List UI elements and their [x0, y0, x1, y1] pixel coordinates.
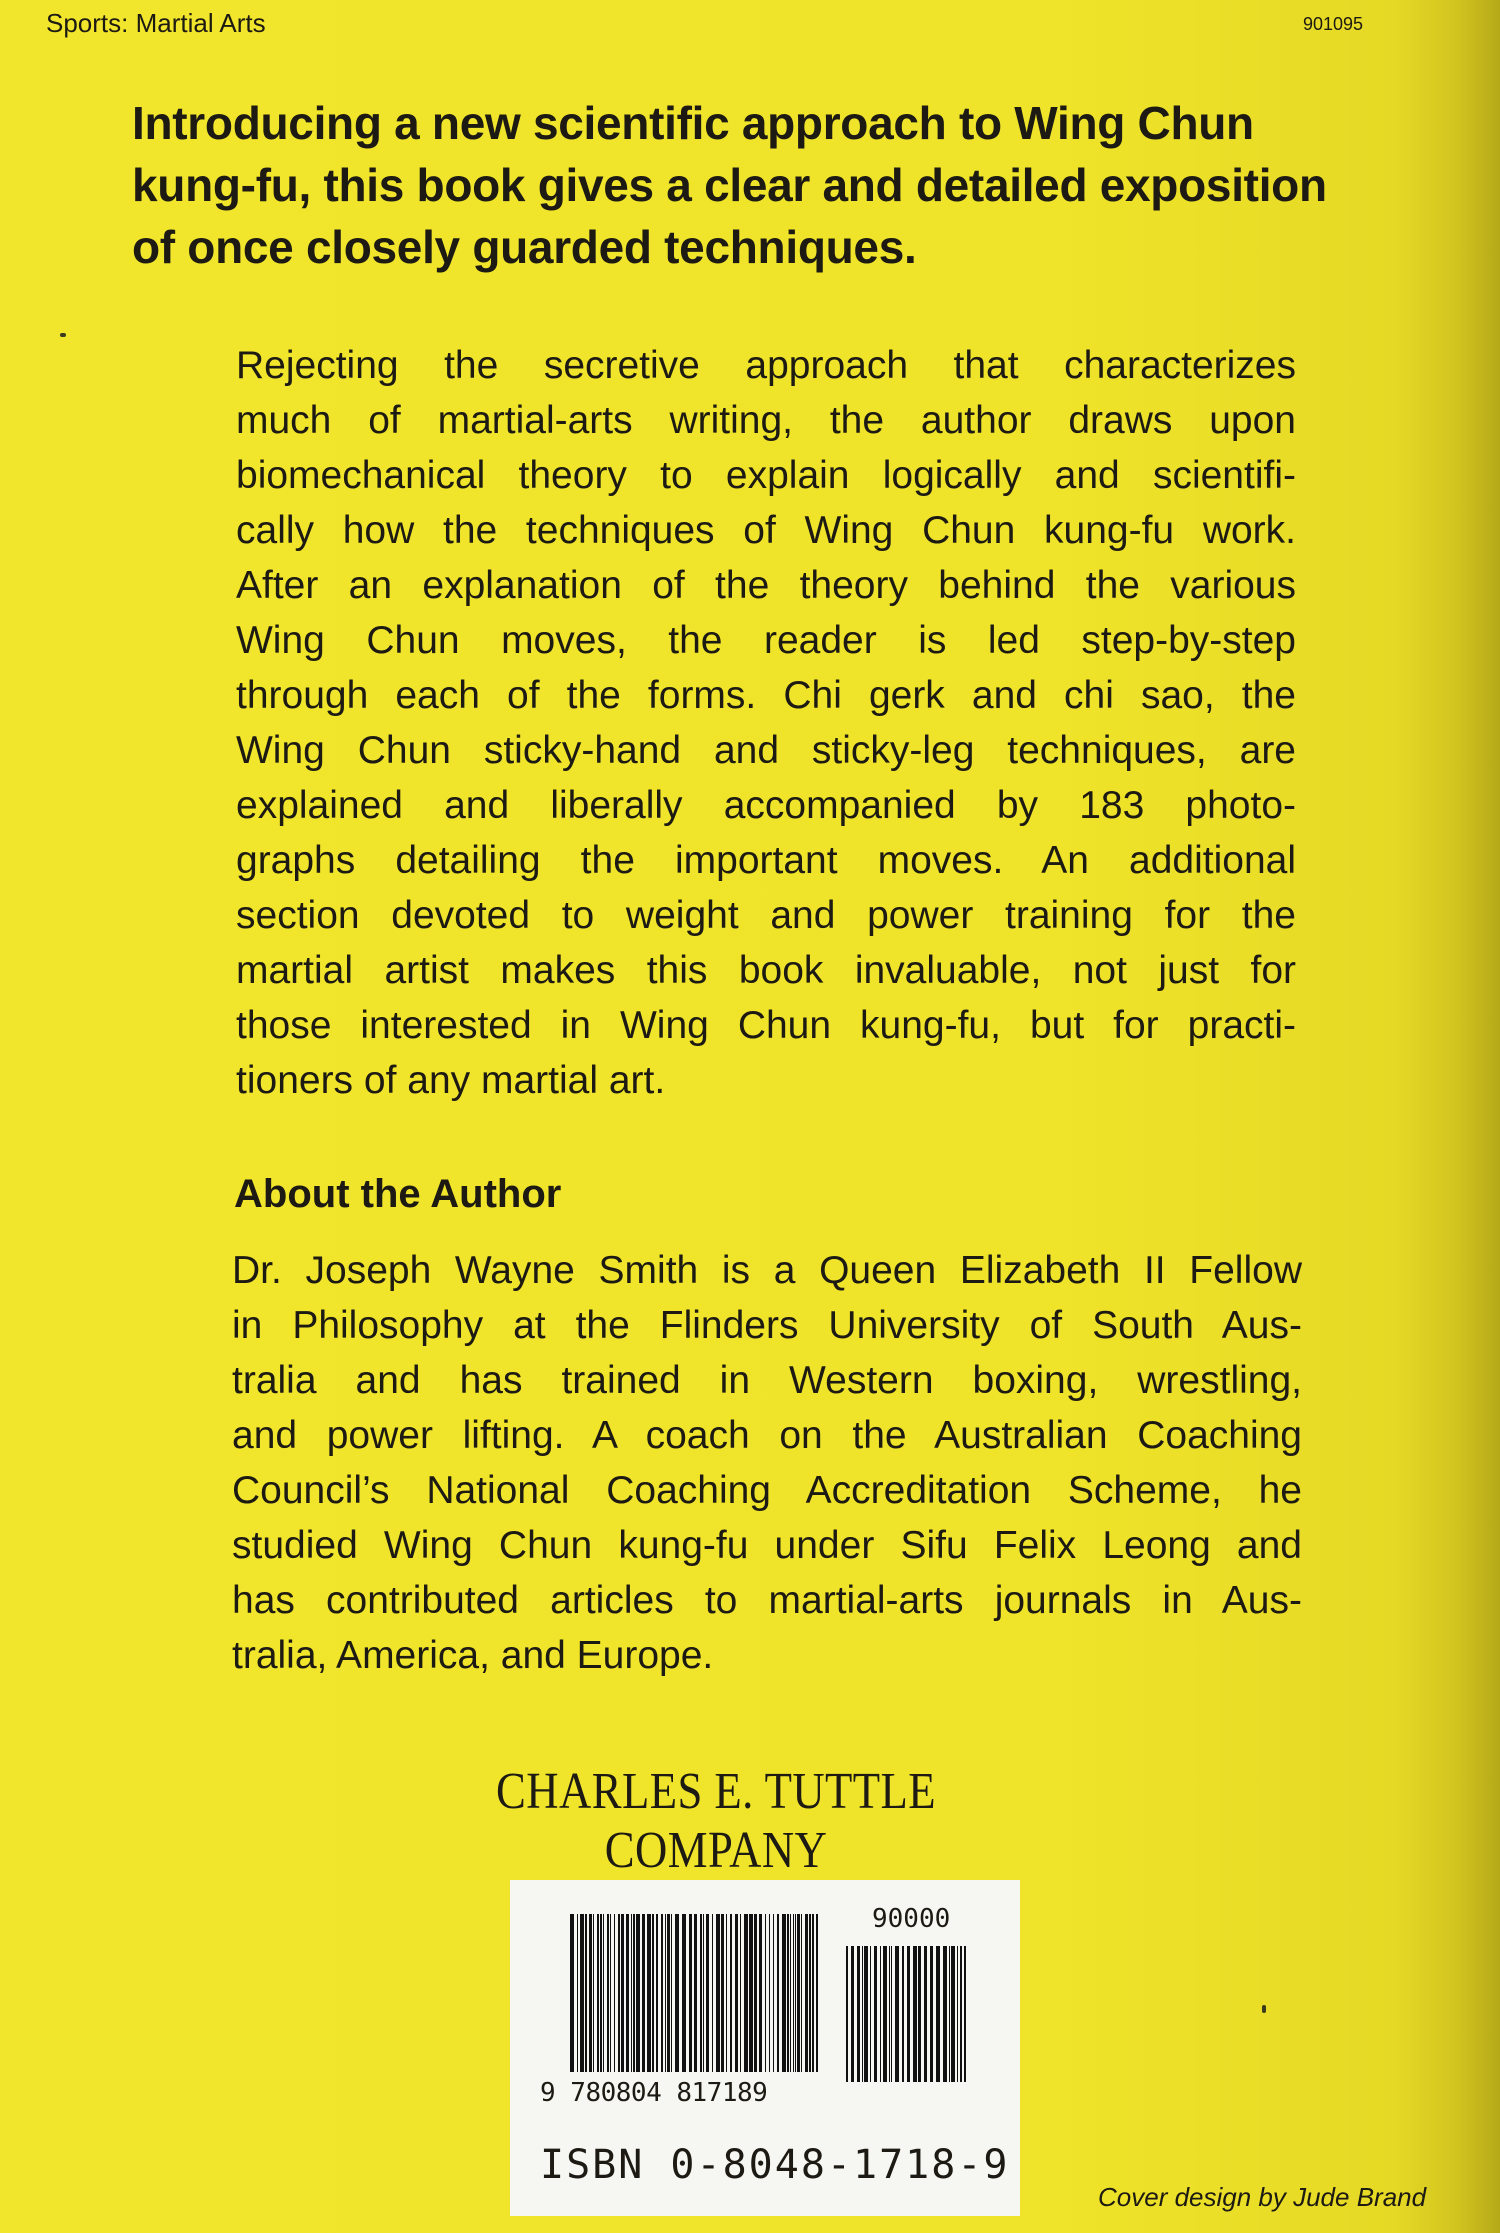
- barcode-bar: [589, 1914, 592, 2072]
- barcode-bar: [805, 1914, 808, 2072]
- barcode-bar: [597, 1914, 599, 2072]
- barcode-bar: [577, 1914, 578, 2072]
- barcode-bar: [621, 1914, 624, 2072]
- barcode-bar: [846, 1946, 848, 2082]
- barcode-bar: [943, 1946, 947, 2082]
- barcode-bar: [924, 1946, 927, 2082]
- barcode-bar: [809, 1914, 811, 2072]
- barcode-bar: [706, 1914, 709, 2072]
- barcode-bar: [964, 1946, 966, 2082]
- barcode-bar: [864, 1946, 868, 2082]
- barcode-bar: [730, 1914, 732, 2072]
- about-author-heading: About the Author: [234, 1172, 562, 1216]
- barcode-bar: [787, 1914, 789, 2072]
- barcode-bar: [716, 1914, 720, 2072]
- barcode-bar: [656, 1914, 658, 2072]
- barcode-bar: [902, 1946, 904, 2082]
- barcode-bar: [626, 1914, 629, 2072]
- description-line: cally how the techniques of Wing Chun kung-fu work.: [236, 509, 1296, 552]
- barcode-bar: [665, 1914, 666, 2072]
- barcode-bar: [795, 1914, 796, 2072]
- barcode-bar: [907, 1946, 910, 2082]
- barcode-bar: [951, 1946, 955, 2082]
- description-line: Wing Chun moves, the reader is led step-by-step: [236, 619, 1296, 662]
- barcode-bar: [661, 1914, 663, 2072]
- headline-line: kung-fu, this book gives a clear and detailed exposition: [132, 159, 1327, 211]
- barcode-bar: [712, 1914, 713, 2072]
- barcode-bar: [631, 1914, 632, 2072]
- barcode-bar: [793, 1914, 794, 2072]
- barcode-bar: [647, 1914, 651, 2072]
- barcode-bar: [883, 1946, 887, 2082]
- description-line: graphs detailing the important moves. An additional: [236, 839, 1296, 882]
- barcode-bar: [895, 1946, 899, 2082]
- description-line: through each of the forms. Chi gerk and chi sao, the: [236, 674, 1296, 717]
- bio-line: has contributed articles to martial-arts journals in Aus-: [232, 1579, 1302, 1622]
- catalog-code: 901095: [1303, 14, 1364, 34]
- barcode-bar: [759, 1914, 762, 2072]
- barcode-bar: [726, 1914, 727, 2072]
- description-line: much of martial-arts writing, the author draws upon: [236, 399, 1296, 442]
- barcode-bar: [769, 1914, 770, 2072]
- barcode-bar: [636, 1914, 640, 2072]
- barcode-bar: [618, 1914, 620, 2072]
- barcode-bar: [930, 1946, 933, 2082]
- headline-line: of once closely guarded techniques.: [132, 221, 917, 273]
- description-line: martial artist makes this book invaluable, not just for: [236, 949, 1296, 992]
- publisher-name: CHARLES E. TUTTLE COMPANY: [496, 1763, 937, 1879]
- barcode-bar: [585, 1914, 587, 2072]
- print-speck: [60, 333, 66, 337]
- barcode-bar: [801, 1914, 802, 2072]
- barcode-bar: [874, 1946, 877, 2082]
- barcode-bar: [633, 1914, 635, 2072]
- barcode-bar: [749, 1914, 753, 2072]
- barcode-bar: [614, 1914, 615, 2072]
- barcode-bar: [593, 1914, 594, 2072]
- description-line: those interested in Wing Chun kung-fu, but for practi-: [236, 1004, 1296, 1047]
- barcode-bar: [812, 1914, 814, 2072]
- barcode-bar: [957, 1946, 958, 2082]
- headline: [132, 92, 1432, 278]
- description-line: section devoted to weight and power training for the: [236, 894, 1296, 937]
- barcode-bar: [740, 1914, 741, 2072]
- barcode-bar: [642, 1914, 645, 2072]
- barcode-bar: [857, 1946, 860, 2082]
- barcode-bar: [782, 1914, 786, 2072]
- description-line: tioners of any martial art.: [236, 1059, 666, 1102]
- barcode-bar: [960, 1946, 962, 2082]
- barcode-bar: [949, 1946, 950, 2082]
- barcode-bar: [675, 1914, 679, 2072]
- barcode-bar: [880, 1946, 881, 2082]
- barcode-bar: [600, 1914, 602, 2072]
- barcode-bar: [703, 1914, 704, 2072]
- bio-line: and power lifting. A coach on the Australian Coaching: [232, 1414, 1302, 1457]
- isbn-number: ISBN 0-8048-1718-9: [540, 2142, 1010, 2188]
- barcode-bar: [816, 1914, 818, 2072]
- barcode-bar: [610, 1914, 611, 2072]
- barcode-bar: [735, 1914, 738, 2072]
- barcode-bar: [765, 1914, 766, 2072]
- barcode-main-bars: [570, 1914, 818, 2072]
- description-line: Wing Chun sticky-hand and sticky-leg techniques, are: [236, 729, 1296, 772]
- barcode-bar: [694, 1914, 697, 2072]
- bio-line: Council’s National Coaching Accreditation Scheme, he: [232, 1469, 1302, 1512]
- barcode-bar: [580, 1914, 584, 2072]
- author-bio: [232, 1243, 1302, 1683]
- print-speck: [1262, 2005, 1266, 2013]
- barcode-bar: [744, 1914, 748, 2072]
- bio-line: Dr. Joseph Wayne Smith is a Queen Elizabeth II Fellow: [232, 1249, 1302, 1292]
- bio-line: studied Wing Chun kung-fu under Sifu Felix Leong and: [232, 1524, 1302, 1567]
- description-line: biomechanical theory to explain logically and scientifi-: [236, 454, 1296, 497]
- barcode-bar: [652, 1914, 654, 2072]
- isbn-barcode: [510, 1880, 1020, 2216]
- barcode-addon-number: 90000: [872, 1904, 951, 1934]
- book-description: [236, 338, 1296, 1108]
- barcode-bar: [754, 1914, 757, 2072]
- barcode-bar: [570, 1914, 574, 2072]
- bio-line: tralia and has trained in Western boxing, wrestling,: [232, 1359, 1302, 1402]
- barcode-addon-bars: [846, 1946, 966, 2082]
- description-line: Rejecting the secretive approach that characterizes: [236, 344, 1296, 387]
- barcode-bar: [862, 1946, 863, 2082]
- cover-design-credit: Cover design by Jude Brand: [1098, 2182, 1427, 2212]
- bio-line: tralia, America, and Europe.: [232, 1634, 714, 1677]
- barcode-bar: [607, 1914, 609, 2072]
- barcode-bar: [700, 1914, 702, 2072]
- barcode-bar: [889, 1946, 890, 2082]
- barcode-bar: [689, 1914, 692, 2072]
- barcode-bar: [870, 1946, 871, 2082]
- barcode-bar: [913, 1946, 917, 2082]
- barcode-bar: [671, 1914, 672, 2072]
- headline-line: Introducing a new scientific approach to Wing Chun: [132, 97, 1254, 149]
- barcode-bar: [603, 1914, 604, 2072]
- category-label: Sports: Martial Arts: [46, 8, 266, 38]
- description-line: After an explanation of the theory behind the various: [236, 564, 1296, 607]
- barcode-ean-number: 9 780804 817189: [540, 2078, 768, 2108]
- barcode-bar: [667, 1914, 670, 2072]
- barcode-bar: [851, 1946, 854, 2082]
- barcode-bar: [721, 1914, 724, 2072]
- barcode-bar: [936, 1946, 940, 2082]
- barcode-bar: [773, 1914, 774, 2072]
- barcode-bar: [790, 1914, 791, 2072]
- barcode-bar: [777, 1914, 779, 2072]
- barcode-bar: [891, 1946, 892, 2082]
- barcode-bar: [682, 1914, 686, 2072]
- barcode-bar: [797, 1914, 800, 2072]
- bio-line: in Philosophy at the Flinders University of South Aus-: [232, 1304, 1302, 1347]
- description-line: explained and liberally accompanied by 183 photo-: [236, 784, 1296, 827]
- barcode-bar: [918, 1946, 921, 2082]
